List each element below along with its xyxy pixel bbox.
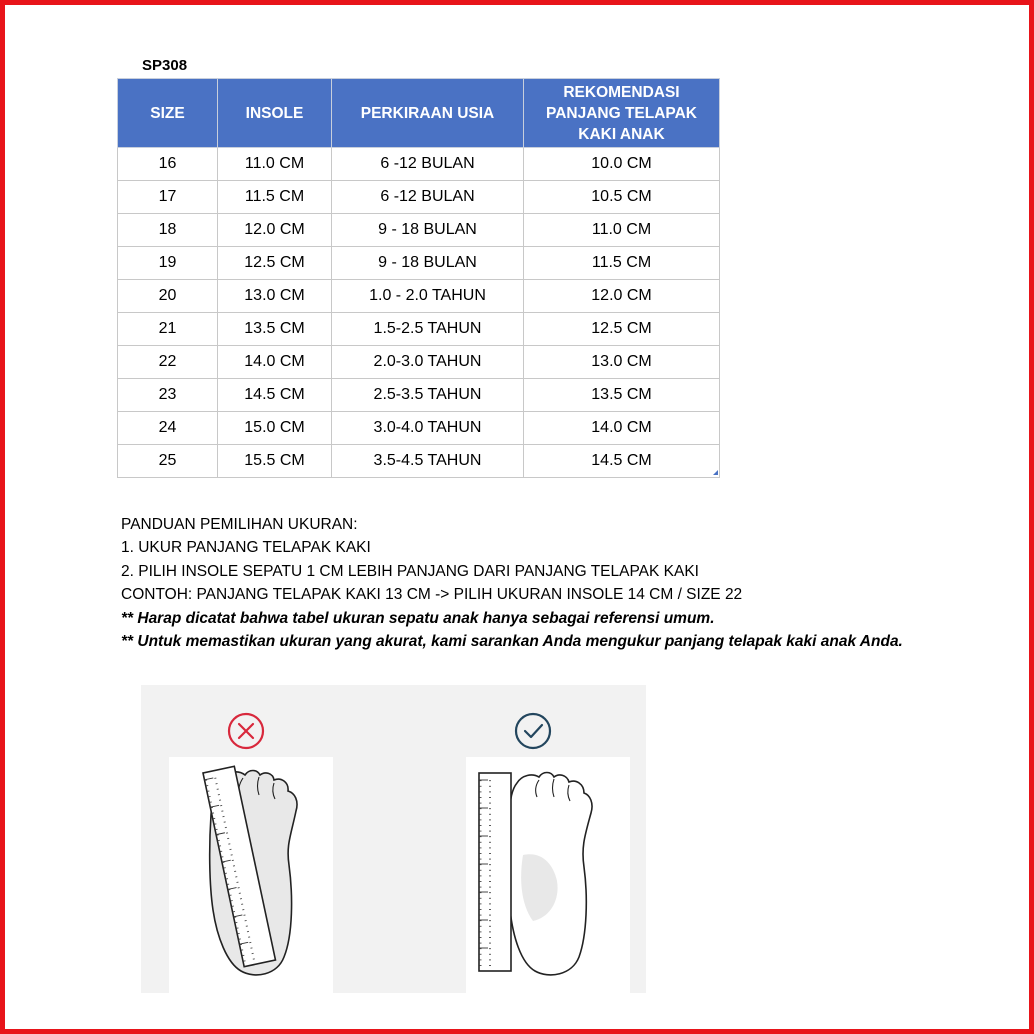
header-insole: INSOLE <box>218 79 332 148</box>
guide-note-measure: ** Untuk memastikan ukuran yang akurat, kami sarankan Anda mengukur panjang telapak kaki anak Anda. <box>121 633 903 651</box>
foot-length-cell: 14.5 CM <box>524 445 720 478</box>
table-resize-handle-icon <box>713 470 718 475</box>
size-cell: 23 <box>118 379 218 412</box>
header-size: SIZE <box>118 79 218 148</box>
measurement-illustration <box>141 685 646 993</box>
table-row <box>118 313 720 346</box>
product-code: SP308 <box>142 57 188 74</box>
guide-example: CONTOH: PANJANG TELAPAK KAKI 13 CM -> PILIH UKURAN INSOLE 14 CM / SIZE 22 <box>121 586 743 604</box>
foot-length-cell: 13.5 CM <box>524 379 720 412</box>
foot-length-cell: 13.0 CM <box>524 346 720 379</box>
ruler-right <box>479 773 511 971</box>
table-row <box>118 181 720 214</box>
table-row <box>118 148 720 181</box>
table-row <box>118 214 720 247</box>
size-cell: 24 <box>118 412 218 445</box>
foot-length-cell: 10.0 CM <box>524 148 720 181</box>
foot-outline-right <box>508 773 592 975</box>
insole-cell: 14.5 CM <box>218 379 332 412</box>
size-cell: 16 <box>118 148 218 181</box>
right-measurement-panel <box>466 757 630 993</box>
wrong-measurement-panel <box>169 757 333 993</box>
age-cell: 2.5-3.5 TAHUN <box>332 379 524 412</box>
age-cell: 1.5-2.5 TAHUN <box>332 313 524 346</box>
header-foot-length: REKOMENDASI PANJANG TELAPAK KAKI ANAK <box>524 79 720 148</box>
guide-note-reference: ** Harap dicatat bahwa tabel ukuran sepatu anak hanya sebagai referensi umum. <box>121 609 715 627</box>
age-cell: 1.0 - 2.0 TAHUN <box>332 280 524 313</box>
insole-cell: 15.5 CM <box>218 445 332 478</box>
size-guide <box>121 513 1001 653</box>
guide-title: PANDUAN PEMILIHAN UKURAN: <box>121 516 358 533</box>
table-row <box>118 346 720 379</box>
foot-length-cell: 11.5 CM <box>524 247 720 280</box>
insole-cell: 12.0 CM <box>218 214 332 247</box>
foot-length-cell: 12.0 CM <box>524 280 720 313</box>
header-age: PERKIRAAN USIA <box>332 79 524 148</box>
age-cell: 2.0-3.0 TAHUN <box>332 346 524 379</box>
foot-length-cell: 11.0 CM <box>524 214 720 247</box>
table-row <box>118 379 720 412</box>
age-cell: 9 - 18 BULAN <box>332 247 524 280</box>
size-cell: 21 <box>118 313 218 346</box>
table-row <box>118 412 720 445</box>
size-cell: 22 <box>118 346 218 379</box>
age-cell: 3.0-4.0 TAHUN <box>332 412 524 445</box>
size-cell: 20 <box>118 280 218 313</box>
size-cell: 17 <box>118 181 218 214</box>
table-header-row <box>118 79 720 148</box>
size-cell: 18 <box>118 214 218 247</box>
size-cell: 25 <box>118 445 218 478</box>
insole-cell: 13.0 CM <box>218 280 332 313</box>
age-cell: 6 -12 BULAN <box>332 148 524 181</box>
foot-length-cell: 12.5 CM <box>524 313 720 346</box>
insole-cell: 13.5 CM <box>218 313 332 346</box>
insole-cell: 14.0 CM <box>218 346 332 379</box>
table-row <box>118 247 720 280</box>
size-cell: 19 <box>118 247 218 280</box>
age-cell: 9 - 18 BULAN <box>332 214 524 247</box>
insole-cell: 11.0 CM <box>218 148 332 181</box>
size-chart-table <box>117 78 720 478</box>
table-row <box>118 445 720 478</box>
foot-length-cell: 14.0 CM <box>524 412 720 445</box>
age-cell: 3.5-4.5 TAHUN <box>332 445 524 478</box>
guide-step-1: 1. UKUR PANJANG TELAPAK KAKI <box>121 539 371 557</box>
x-circle-icon <box>229 714 263 748</box>
insole-cell: 12.5 CM <box>218 247 332 280</box>
check-circle-icon <box>516 714 550 748</box>
insole-cell: 15.0 CM <box>218 412 332 445</box>
age-cell: 6 -12 BULAN <box>332 181 524 214</box>
table-row <box>118 280 720 313</box>
guide-step-2: 2. PILIH INSOLE SEPATU 1 CM LEBIH PANJANG DARI PANJANG TELAPAK KAKI <box>121 562 699 580</box>
foot-length-cell: 10.5 CM <box>524 181 720 214</box>
insole-cell: 11.5 CM <box>218 181 332 214</box>
